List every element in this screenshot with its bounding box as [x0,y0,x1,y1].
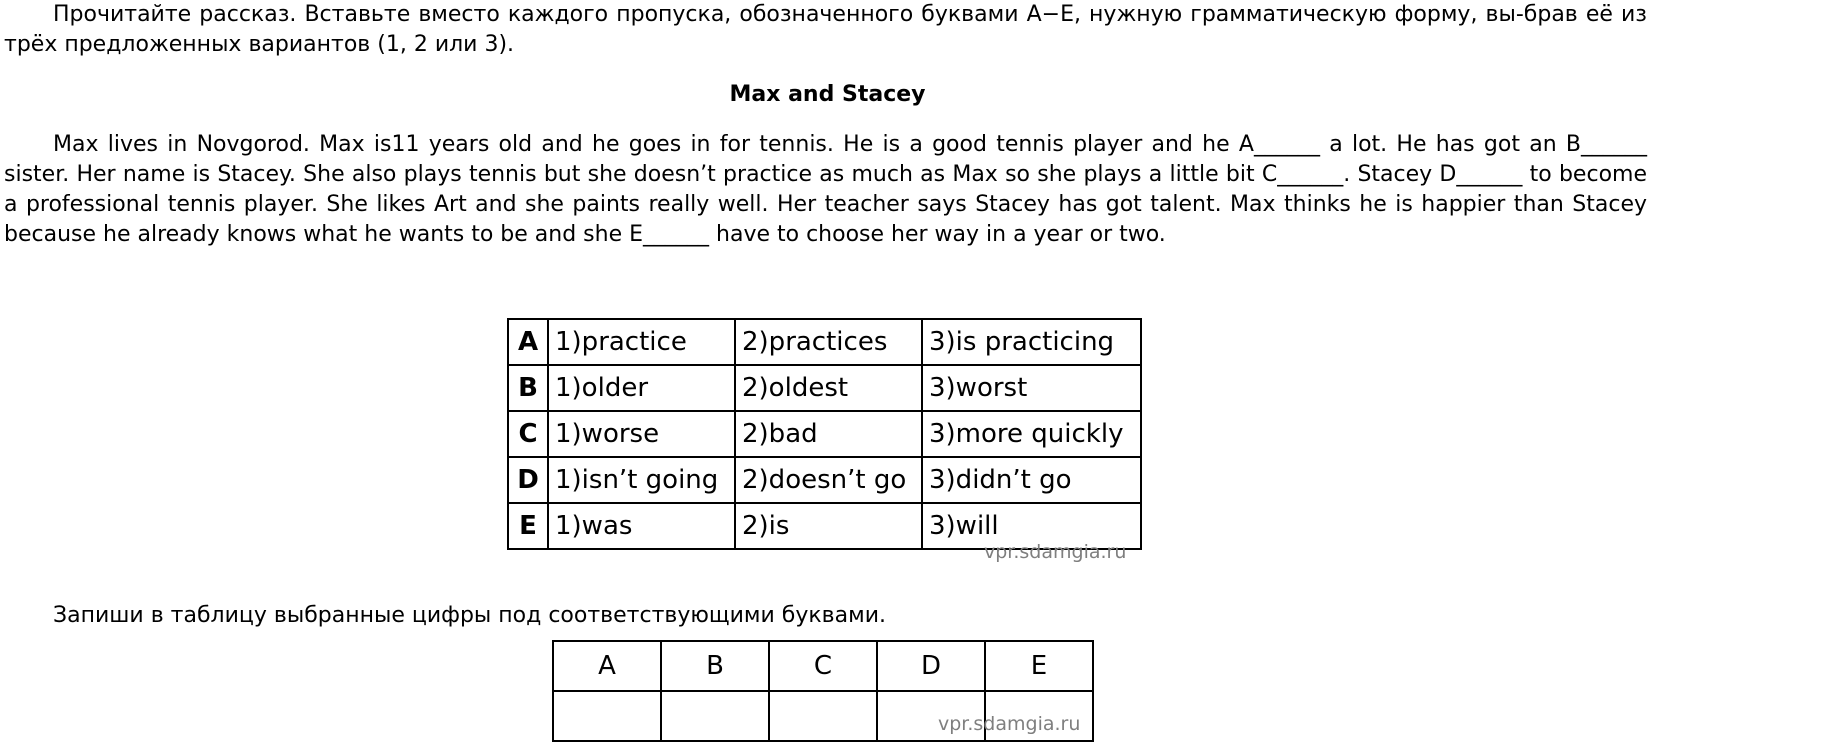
option-3: 3)didn’t go [922,457,1141,503]
answer-header-c: C [769,641,877,691]
answer-header-b: B [661,641,769,691]
story-text: Max lives in Novgorod. Max is11 years old and he goes in for tennis. He is a good tennis player and he A______ a lot. He has got an B______ sister. Her name is Stacey. She also plays tennis but she doesn’t practice as much as Max so she plays a little bit C______. Stacey D______ to become a professional tennis player. She likes Art and she paints really well. Her teacher says Stacey has got talent. Max thinks he is happier than Stacey because he already knows what he wants to be and she E______ have to choose her way in a year or two. [4,132,1647,247]
options-row-b [508,365,1141,411]
options-row-a [508,319,1141,365]
watermark: vpr.sdamgia.ru [984,541,1127,563]
options-row-d [508,457,1141,503]
option-letter: C [508,411,548,457]
answer-cell-a[interactable] [553,691,661,741]
answer-header-a: A [553,641,661,691]
answer-cell-c[interactable] [769,691,877,741]
answer-header-row [553,641,1093,691]
option-1: 1)was [548,503,735,549]
option-1: 1)worse [548,411,735,457]
option-2: 2)is [735,503,922,549]
options-row-e [508,503,1141,549]
answer-cell-d[interactable] [877,691,985,741]
story-title: Max and Stacey [729,82,926,107]
answer-table [552,640,1094,742]
option-1: 1)isn’t going [548,457,735,503]
option-letter: E [508,503,548,549]
document-page [4,0,1647,250]
answer-header-e: E [985,641,1093,691]
option-2: 2)practices [735,319,922,365]
option-2: 2)oldest [735,365,922,411]
option-letter: B [508,365,548,411]
option-1: 1)older [548,365,735,411]
answer-cell-e[interactable] [985,691,1093,741]
option-3: 3)worst [922,365,1141,411]
answer-cell-b[interactable] [661,691,769,741]
option-3: 3)more quickly [922,411,1141,457]
option-letter: D [508,457,548,503]
option-1: 1)practice [548,319,735,365]
option-2: 2)doesn’t go [735,457,922,503]
option-3: 3)will [922,503,1141,549]
options-row-c [508,411,1141,457]
option-3: 3)is practicing [922,319,1141,365]
option-2: 2)bad [735,411,922,457]
record-instruction: Запиши в таблицу выбранные цифры под соответствующими буквами. [53,603,887,628]
task-instructions: Прочитайте рассказ. Вставьте вместо каждого пропуска, обозначенного буквами A−E, нужную грамматическую форму, вы-брав её из трёх предложенных вариантов (1, 2 или 3). [4,2,1647,57]
watermark: vpr.sdamgia.ru [938,713,1081,735]
options-table [507,318,1142,550]
answer-header-d: D [877,641,985,691]
option-letter: A [508,319,548,365]
answer-input-row [553,691,1093,741]
